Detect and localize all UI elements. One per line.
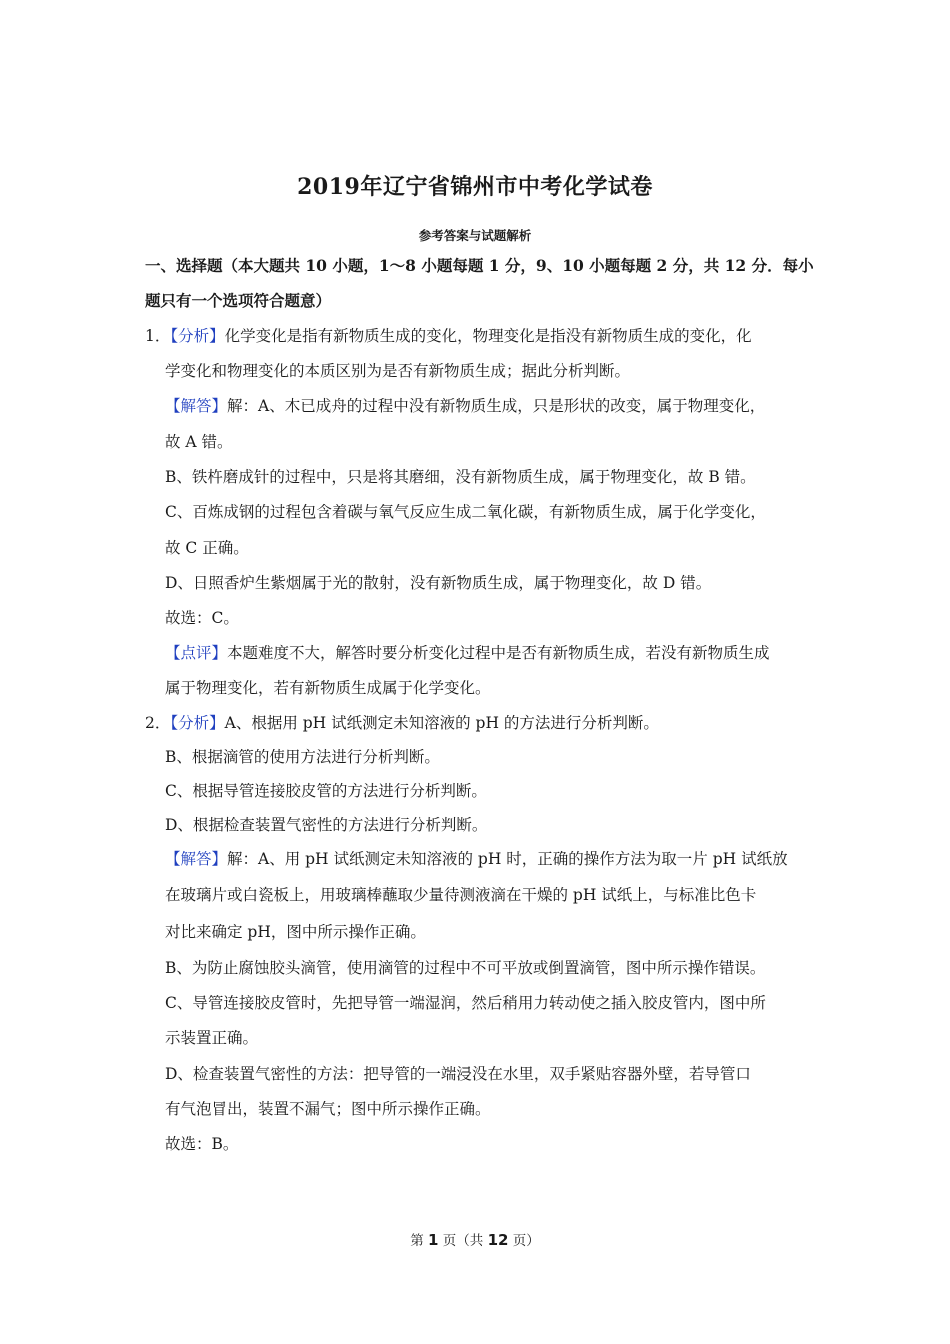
q2-answer-line: C、导管连接胶皮管时，先把导管一端湿润，然后稍用力转动使之插入胶皮管内，图中所	[165, 994, 766, 1012]
footer-suffix: 页）	[508, 1233, 540, 1249]
page-footer	[0, 1229, 950, 1249]
answer-tag: 【解答】	[165, 397, 228, 415]
question-number: 1．	[145, 327, 171, 345]
q1-answer-line: D、日照香炉生紫烟属于光的散射，没有新物质生成，属于物理变化，故 D 错。	[165, 574, 712, 592]
current-page-number: 1	[428, 1231, 439, 1249]
page-subtitle: 参考答案与试题解析	[418, 228, 532, 243]
analysis-tag: 【分析】	[170, 327, 225, 345]
comment-tag: 【点评】	[165, 644, 228, 662]
q2-answer-line: 对比来确定 pH，图中所示操作正确。	[165, 923, 426, 941]
question-number: 2．	[145, 714, 171, 732]
q1-comment-cont: 属于物理变化，若有新物质生成属于化学变化。	[165, 679, 491, 697]
q1-answer-line: 故 C 正确。	[165, 539, 249, 557]
footer-middle: 页（共	[438, 1233, 488, 1249]
q2-answer-text: 解：A、用 pH 试纸测定未知溶液的 pH 时，正确的操作方法为取一片 pH 试纸放	[227, 850, 788, 868]
q2-answer-line: 有气泡冒出，装置不漏气；图中所示操作正确。	[165, 1100, 491, 1118]
q1-analysis	[145, 326, 752, 346]
q1-answer-line: 故 A 错。	[165, 433, 233, 451]
section-heading: 一、选择题（本大题共 10 小题，1～8 小题每题 1 分，9、10 小题每题 2 分，共 12 分．每小	[145, 256, 814, 275]
answer-tag: 【解答】	[165, 850, 228, 868]
q2-answer-line: B、为防止腐蚀胶头滴管，使用滴管的过程中不可平放或倒置滴管，图中所示操作错误。	[165, 959, 766, 977]
q1-analysis-text: 化学变化是指有新物质生成的变化，物理变化是指没有新物质生成的变化，化	[224, 327, 752, 345]
section-heading-cont: 题只有一个选项符合题意）	[145, 291, 332, 310]
q2-analysis-line: B、根据滴管的使用方法进行分析判断。	[165, 748, 440, 766]
footer-prefix: 第	[410, 1233, 429, 1249]
q2-analysis-line: D、根据检查装置气密性的方法进行分析判断。	[165, 816, 488, 834]
q1-analysis-cont: 学变化和物理变化的本质区别为是否有新物质生成；据此分析判断。	[165, 362, 631, 380]
q2-analysis-line: C、根据导管连接胶皮管的方法进行分析判断。	[165, 782, 487, 800]
q2-answer	[165, 849, 788, 869]
analysis-tag: 【分析】	[170, 714, 225, 732]
q2-answer-line: 在玻璃片或白瓷板上，用玻璃棒蘸取少量待测液滴在干燥的 pH 试纸上，与标准比色卡	[165, 886, 757, 904]
q1-comment-text: 本题难度不大，解答时要分析变化过程中是否有新物质生成，若没有新物质生成	[227, 644, 770, 662]
q1-answer-text: 解：A、木已成舟的过程中没有新物质生成，只是形状的改变，属于物理变化，	[227, 397, 766, 415]
q1-answer-line: C、百炼成钢的过程包含着碳与氧气反应生成二氧化碳，有新物质生成，属于化学变化，	[165, 503, 766, 521]
q2-choice: 故选：B。	[165, 1135, 239, 1153]
q2-analysis	[145, 713, 659, 733]
total-pages: 12	[487, 1231, 509, 1249]
q1-choice: 故选：C。	[165, 609, 239, 627]
q2-answer-line: 示装置正确。	[165, 1029, 259, 1047]
q2-analysis-text: A、根据用 pH 试纸测定未知溶液的 pH 的方法进行分析判断。	[224, 714, 659, 732]
q1-answer	[165, 396, 765, 416]
q1-answer-line: B、铁杵磨成针的过程中，只是将其磨细，没有新物质生成，属于物理变化，故 B 错。	[165, 468, 756, 486]
q2-answer-line: D、检查装置气密性的方法：把导管的一端浸没在水里，双手紧贴容器外壁，若导管口	[165, 1065, 751, 1083]
page-title: 2019年辽宁省锦州市中考化学试卷	[297, 174, 653, 200]
q1-comment	[165, 643, 770, 663]
